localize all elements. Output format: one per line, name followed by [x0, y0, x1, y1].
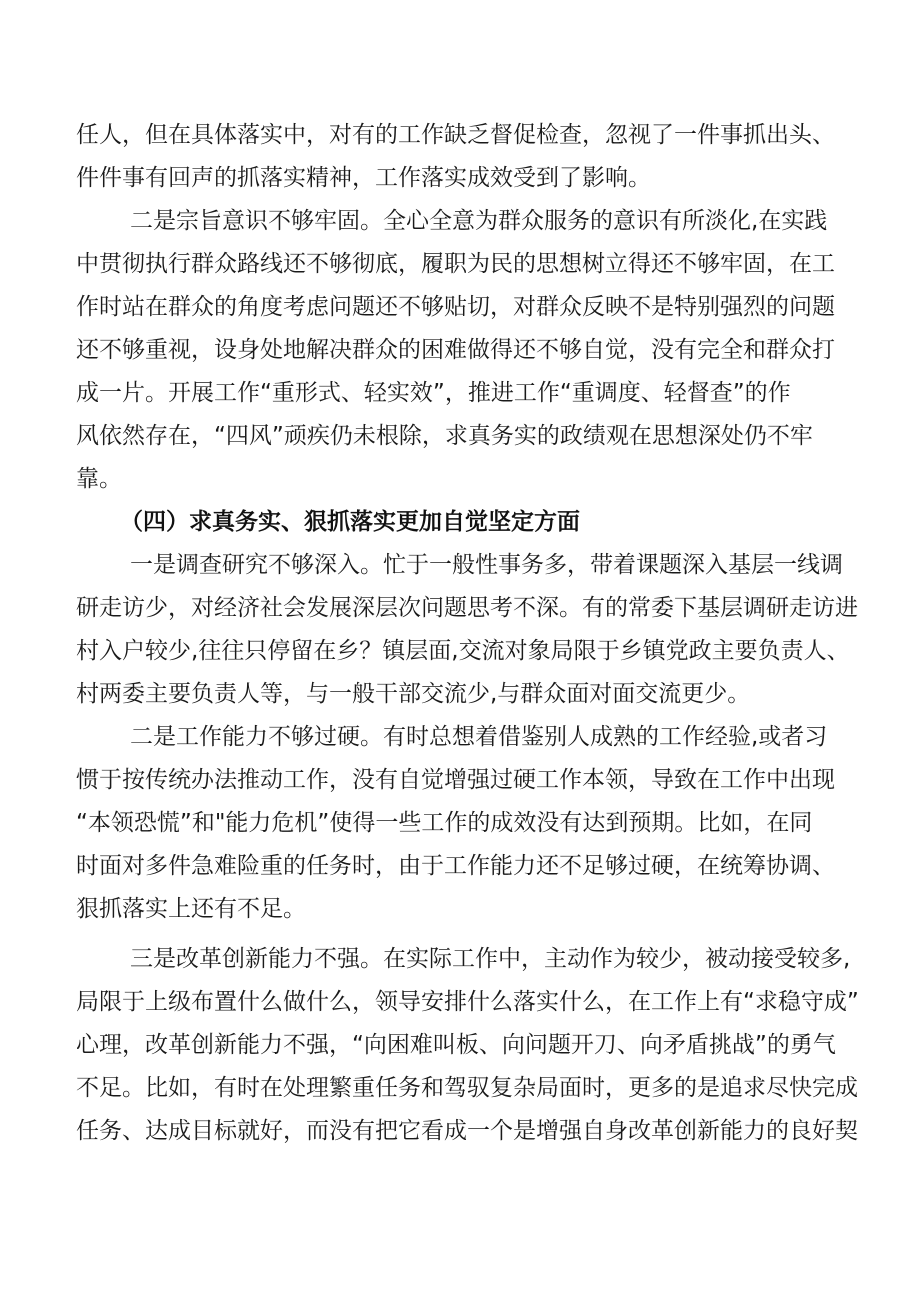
body-line-12: 研走访少，对经济社会发展深层次问题思考不深。有的常委下基层调研走访进 — [76, 595, 858, 621]
body-line-2: 件件事有回声的抓落实精神，工作落实成效受到了影响。 — [76, 165, 651, 191]
body-line-1: 任人，但在具体落实中，对有的工作缺乏督促检查，忽视了一件事抓出头、 — [76, 122, 835, 148]
body-line-24: 任务、达成目标就好，而没有把它看成一个是增强自身改革创新能力的良好契 — [76, 1118, 858, 1144]
paragraph-line-15: 二是工作能力不够过硬。有时总想着借鉴别人成熟的工作经验,或者习 — [130, 724, 828, 750]
body-line-6: 还不够重视，设身处地解决群众的困难做得还不够自觉，没有完全和群众打 — [76, 337, 835, 363]
body-line-17: “本领恐慌”和"能力危机”使得一些工作的成效没有达到预期。比如，在同 — [76, 810, 813, 836]
body-line-23: 不足。比如，有时在处理繁重任务和驾驭复杂局面时，更多的是追求尽快完成 — [76, 1075, 858, 1101]
paragraph-line-3: 二是宗旨意识不够牢固。全心全意为群众服务的意识有所淡化,在实践 — [130, 208, 828, 234]
body-line-8: 风依然存在，“四风”顽疾仍未根除，求真务实的政绩观在思想深处仍不牢 — [76, 423, 813, 449]
body-line-5: 作时站在群众的角度考虑问题还不够贴切，对群众反映不是特别强烈的问题 — [76, 294, 835, 320]
body-line-21: 局限于上级布置什么做什么，领导安排什么落实什么，在工作上有“求稳守成” — [76, 989, 859, 1015]
body-line-7: 成一片。开展工作“重形式、轻实效”，推进工作“重调度、轻督查”的作 — [76, 380, 791, 406]
body-line-19: 狠抓落实上还有不足。 — [76, 896, 306, 922]
body-line-18: 时面对多件急难险重的任务时，由于工作能力还不足够过硬，在统筹协调、 — [76, 853, 835, 879]
section-heading-4: （四）求真务实、狠抓落实更加自觉坚定方面 — [120, 509, 580, 535]
body-line-9: 靠。 — [76, 466, 122, 492]
body-line-22: 心理，改革创新能力不强，“向困难叫板、向问题开刀、向矛盾挑战”的勇气 — [76, 1032, 836, 1058]
body-line-4: 中贯彻执行群众路线还不够彻底，履职为民的思想树立得还不够牢固，在工 — [76, 251, 835, 277]
paragraph-line-20: 三是改革创新能力不强。在实际工作中，主动作为较少，被动接受较多, — [130, 946, 851, 972]
body-line-14: 村两委主要负责人等，与一般干部交流少,与群众面对面交流更少。 — [76, 681, 751, 707]
body-line-13: 村入户较少,往往只停留在乡？镇层面,交流对象局限于乡镇党政主要负责人、 — [76, 638, 850, 664]
body-line-16: 惯于按传统办法推动工作，没有自觉增强过硬工作本领，导致在工作中出现 — [76, 767, 835, 793]
paragraph-line-11: 一是调查研究不够深入。忙于一般性事务多，带着课题深入基层一线调 — [130, 552, 843, 578]
